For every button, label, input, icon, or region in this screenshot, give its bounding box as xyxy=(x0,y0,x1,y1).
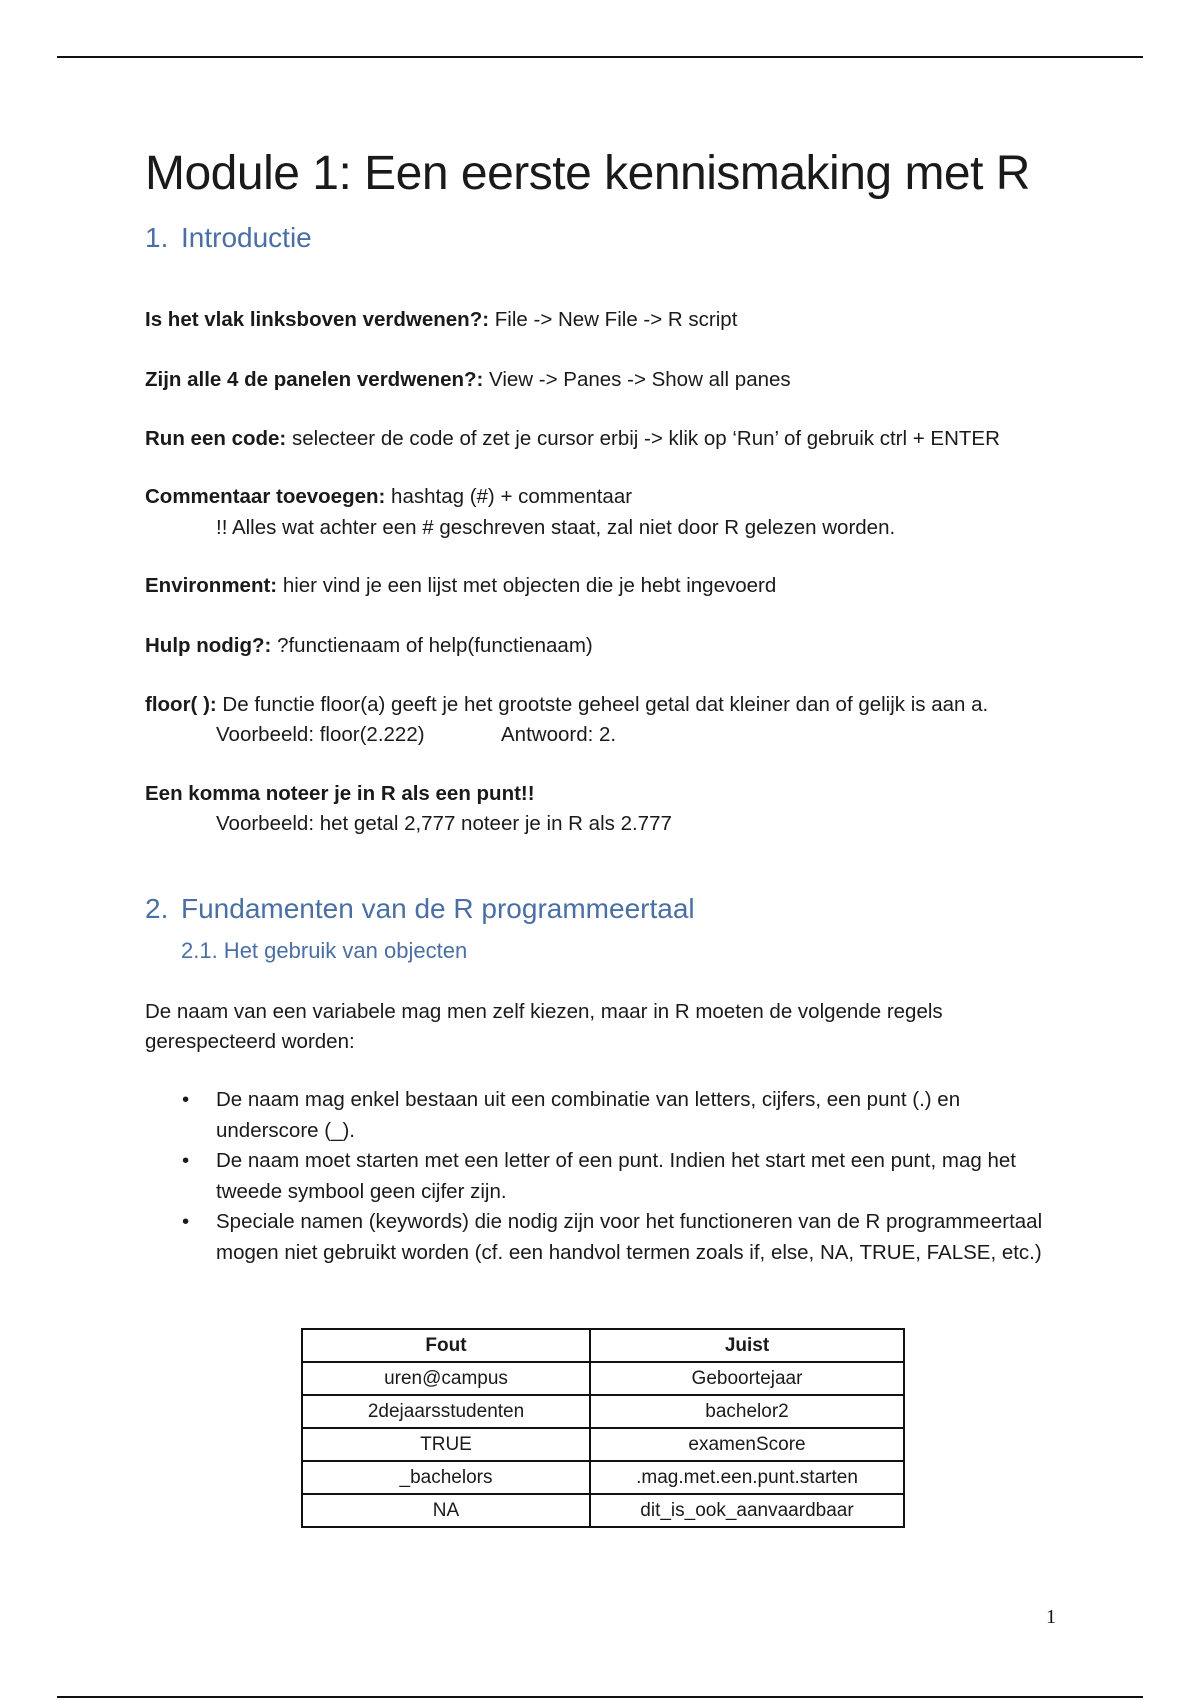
column-header-fout: Fout xyxy=(302,1329,590,1362)
list-item xyxy=(145,1085,1065,1146)
tip-run-code xyxy=(145,424,1000,454)
wrong-name-cell: TRUE xyxy=(302,1428,590,1461)
section-2-title: Fundamenten van de R programmeertaal xyxy=(181,893,695,924)
tip-environment xyxy=(145,571,776,601)
table-row xyxy=(302,1494,904,1527)
tip-show-panes xyxy=(145,365,791,395)
tip-label: Environment: xyxy=(145,574,278,597)
tip-decimal xyxy=(145,779,535,809)
tip-help xyxy=(145,631,593,661)
bullet: • xyxy=(182,1210,190,1233)
tip-floor xyxy=(145,690,988,720)
tip-label: Hulp nodig?: xyxy=(145,634,272,657)
column-header-juist: Juist xyxy=(590,1329,904,1362)
top-rule xyxy=(57,56,1143,58)
table-row xyxy=(302,1461,904,1494)
correct-name-cell: bachelor2 xyxy=(590,1395,904,1428)
tip-label: Run een code: xyxy=(145,427,287,450)
section-1-heading xyxy=(145,222,312,254)
tip-text: File -> New File -> R script xyxy=(489,308,738,331)
bullet: • xyxy=(182,1088,190,1111)
bullet: • xyxy=(182,1149,190,1172)
bottom-rule xyxy=(57,1696,1143,1698)
wrong-name-cell: NA xyxy=(302,1494,590,1527)
table-row xyxy=(302,1362,904,1395)
naming-rules-list xyxy=(145,1085,1065,1268)
rule-text: Speciale namen (keywords) die nodig zijn voor het functioneren van de R programmeertaal mogen niet gebruikt worden (cf. een handvol termen zoals if, else, NA, TRUE, FALSE, etc.) xyxy=(216,1210,1043,1264)
table-row xyxy=(302,1428,904,1461)
tip-label: Commentaar toevoegen: xyxy=(145,485,386,508)
tip-comment-note: !! Alles wat achter een # geschreven staat, zal niet door R gelezen worden. xyxy=(216,516,896,539)
section-2-heading xyxy=(145,893,695,925)
tip-decimal-example: Voorbeeld: het getal 2,777 noteer je in R als 2.777 xyxy=(216,812,672,835)
rules-intro: De naam van een variabele mag men zelf kiezen, maar in R moeten de volgende regels gerespecteerd worden: xyxy=(145,1000,943,1053)
correct-name-cell: examenScore xyxy=(590,1428,904,1461)
table-row xyxy=(302,1395,904,1428)
page-number: 1 xyxy=(1046,1606,1056,1628)
tip-floor-example xyxy=(145,720,616,750)
list-item xyxy=(145,1207,1065,1268)
tip-text: selecteer de code of zet je cursor erbij -> klik op ‘Run’ of gebruik ctrl + ENTER xyxy=(286,427,1000,450)
tip-text: De functie floor(a) geeft je het grootste geheel getal dat kleiner dan of gelijk is aan a. xyxy=(216,693,989,716)
wrong-name-cell: 2dejaarsstudenten xyxy=(302,1395,590,1428)
tip-label: floor( ): xyxy=(145,693,217,716)
tip-restore-pane xyxy=(145,305,737,335)
rule-text: De naam moet starten met een letter of een punt. Indien het start met een punt, mag het tweede symbool geen cijfer zijn. xyxy=(216,1149,1016,1203)
section-1-number: 1. xyxy=(145,222,169,253)
table-header-row xyxy=(302,1329,904,1362)
tip-label: Is het vlak linksboven verdwenen?: xyxy=(145,308,490,331)
correct-name-cell: Geboortejaar xyxy=(590,1362,904,1395)
list-item xyxy=(145,1146,1065,1207)
page-title: Module 1: Een eerste kennismaking met R xyxy=(145,147,1030,200)
correct-name-cell: .mag.met.een.punt.starten xyxy=(590,1461,904,1494)
wrong-name-cell: uren@campus xyxy=(302,1362,590,1395)
examples-table xyxy=(301,1328,905,1528)
floor-answer: Antwoord: 2. xyxy=(501,723,617,746)
section-1-title: Introductie xyxy=(181,222,312,253)
rule-text: De naam mag enkel bestaan uit een combinatie van letters, cijfers, een punt (.) en underscore (_). xyxy=(216,1088,961,1142)
tip-text: hashtag (#) + commentaar xyxy=(385,485,633,508)
tip-text: hier vind je een lijst met objecten die je hebt ingevoerd xyxy=(277,574,777,597)
tip-text: ?functienaam of help(functienaam) xyxy=(271,634,593,657)
floor-example: Voorbeeld: floor(2.222) xyxy=(216,723,425,746)
section-2-number: 2. xyxy=(145,893,169,924)
correct-name-cell: dit_is_ook_aanvaardbaar xyxy=(590,1494,904,1527)
tip-comment xyxy=(145,482,632,512)
tip-label: Zijn alle 4 de panelen verdwenen?: xyxy=(145,368,484,391)
tip-label: Een komma noteer je in R als een punt!! xyxy=(145,782,535,805)
subsection-heading: 2.1. Het gebruik van objecten xyxy=(181,938,468,963)
wrong-name-cell: _bachelors xyxy=(302,1461,590,1494)
tip-text: View -> Panes -> Show all panes xyxy=(483,368,791,391)
